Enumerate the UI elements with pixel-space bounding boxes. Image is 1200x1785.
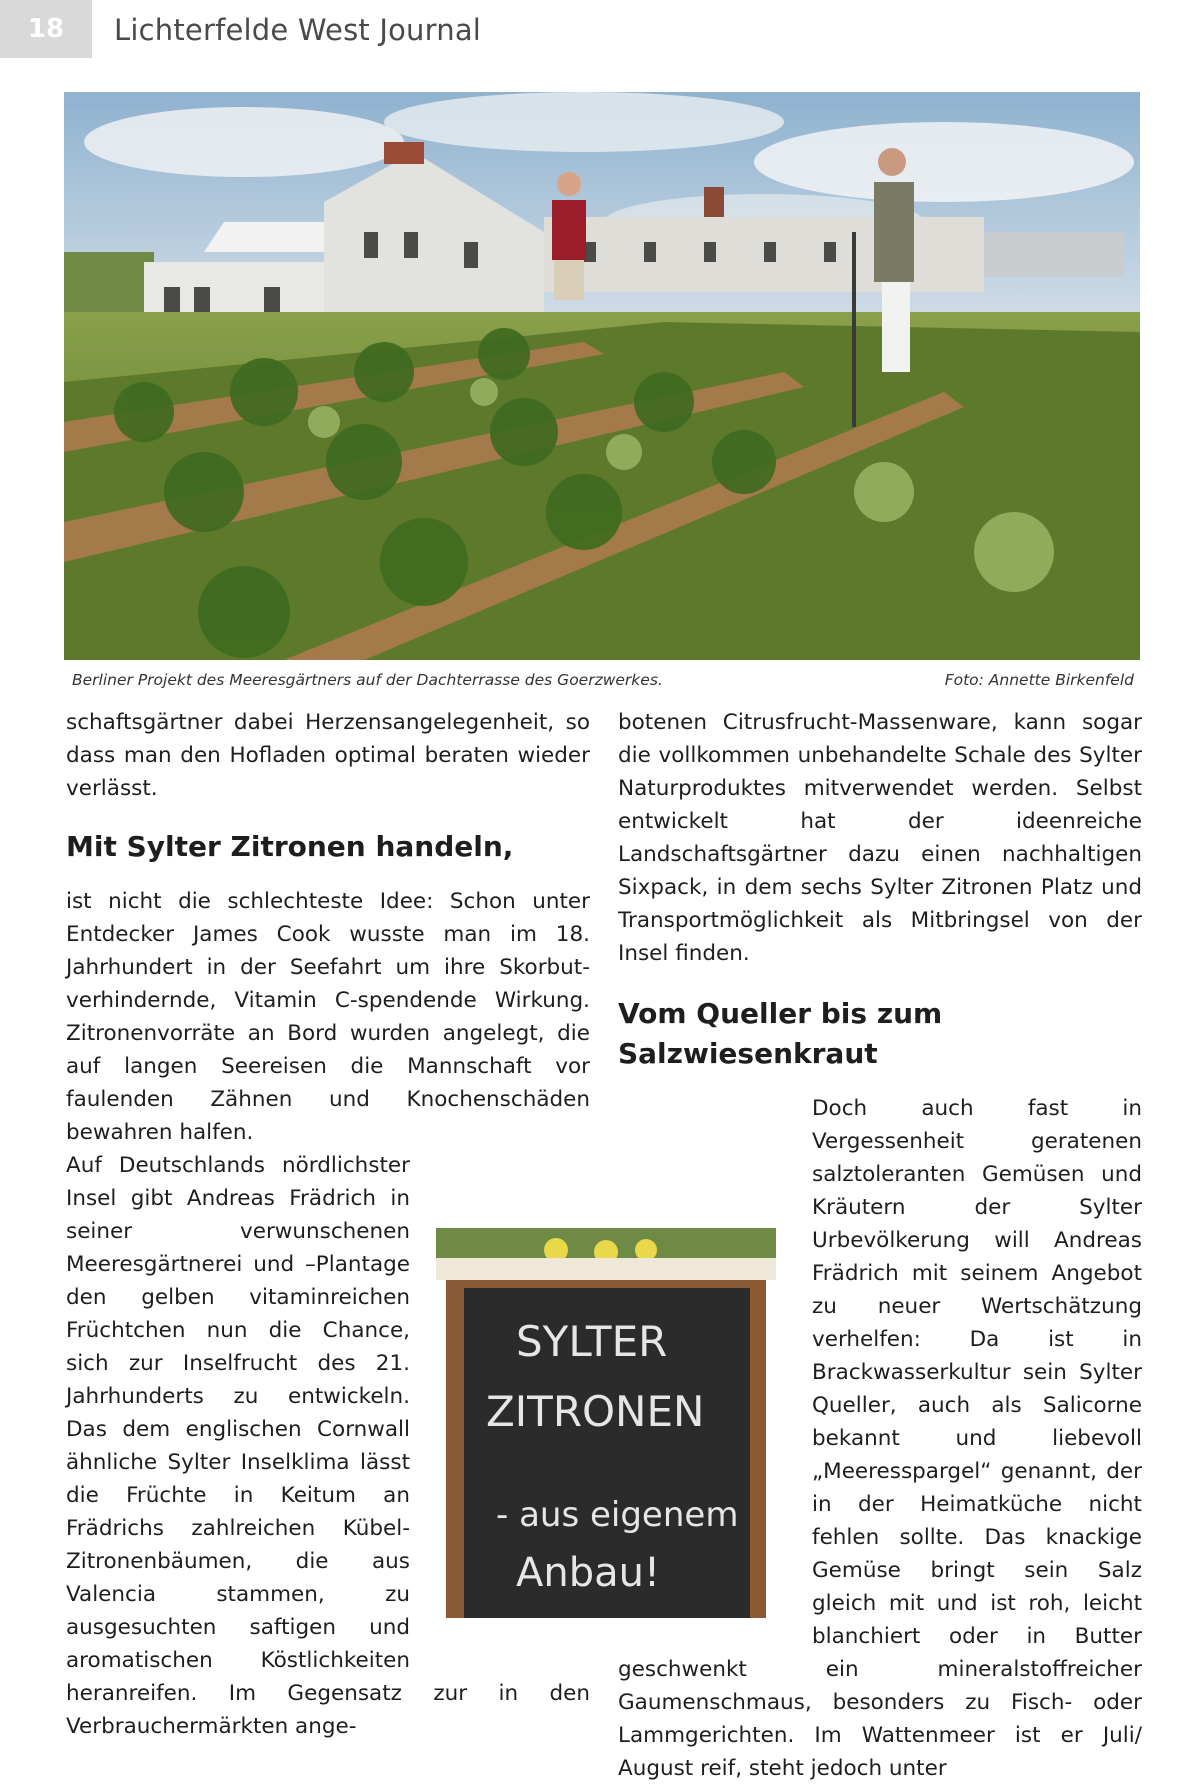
page-header — [0, 0, 1200, 62]
rooftop-garden-photo — [64, 92, 1140, 660]
journal-title: Lichterfelde West Journal — [114, 13, 482, 47]
paragraph: schaftsgärtner dabei Herzensangelegenheit, so dass man den Hofladen optimal beraten wieder verlässt. — [66, 710, 590, 801]
paragraph: Doch auch fast in Vergessenheit geratenen salztoleranten Gemüsen und Kräutern der Sylter Urbevölkerung will Andreas Frädrich mit seinem Angebot zu neuer Wertschätzung verhelfen: Da ist in Brackwasserkultur sein Sylter Queller, auch als Salicorne bekannt und liebevoll „Meeresspargel“ genannt, der in der Heimatküche nicht fehlen sollte. Das knackige Gemüse bringt sein Salz gleich mit und ist roh, leicht blanchiert oder in Butter geschwenkt ein mineralstoffreicher Gaumenschmaus, besonders zu Fisch- oder Lammgerichten. Im Wattenmeer ist er Juli/ August reif, steht jedoch unter — [618, 1096, 1142, 1781]
sign-line-3: - aus eigenem — [496, 1495, 739, 1535]
chalkboard-sign-photo — [436, 1228, 776, 1618]
sign-line-4: Anbau! — [516, 1550, 661, 1596]
sign-line-2: ZITRONEN — [486, 1387, 705, 1436]
section-heading: Mit Sylter Zitronen handeln, — [66, 830, 514, 863]
photo-caption: Berliner Projekt des Meeresgärtners auf der Dachterrasse des Goerzwerkes. — [72, 671, 663, 689]
paragraph: Auf Deutschlands nördlichster Insel gibt Andreas Frädrich in seiner verwunschenen Meeresgärtnerei und –Plantage den gelben vitaminreichen Früchtchen nun die Chance, sich zur Inselfrucht des 21. Jahrhunderts zu entwickeln. Das dem englischen Cornwall ähnliche Sylter Inselklima lässt die Früchte in Keitum an Frädrichs zahlreichen Kübel-Zitronenbäumen, die aus Valencia stammen, zu ausgesuchten saftigen und aromatischen Köstlichkeiten heranreifen. Im Gegensatz zur in den Verbrauchermärkten ange- — [66, 1153, 590, 1739]
sign-line-1: SYLTER — [516, 1317, 668, 1366]
page-number: 18 — [0, 0, 92, 58]
photo-credit: Foto: Annette Birkenfeld — [944, 671, 1134, 689]
paragraph: botenen Citrusfrucht-Massenware, kann sogar die vollkommen unbehandelte Schale des Sylter Naturproduktes mitverwendet werden. Selbst entwickelt hat der ideenreiche Landschaftsgärtner dazu einen nachhaltigen Sixpack, in dem sechs Sylter Zitronen Platz und Transportmöglichkeit als Mitbringsel von der Insel finden. — [618, 710, 1142, 966]
paragraph: ist nicht die schlechteste Idee: Schon unter Entdecker James Cook wusste man im 18. Jahrhundert in der Seefahrt um ihre Skorbut-verhindernde, Vitamin C-spendende Wirkung. Zitronenvorräte an Bord wurden angelegt, die auf langen Seereisen die Mannschaft vor faulenden Zähnen und Knochenschäden bewahren halfen. — [66, 889, 590, 1145]
section-heading: Vom Queller bis zum Salzwiesenkraut — [618, 997, 943, 1070]
